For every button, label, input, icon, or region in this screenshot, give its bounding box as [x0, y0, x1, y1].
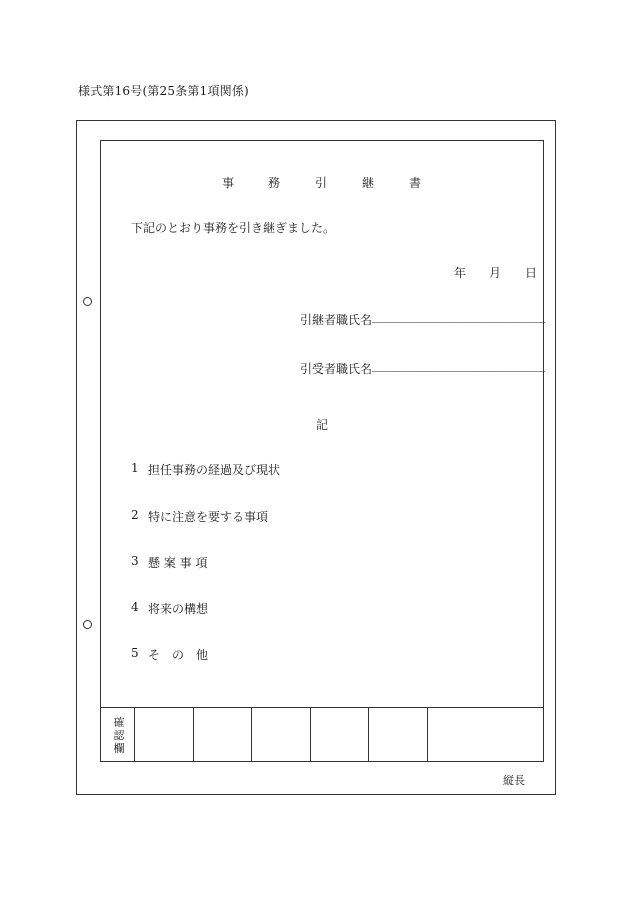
cell-divider [427, 708, 428, 762]
item-number: 2 [131, 508, 139, 522]
title-char-5: 書 [409, 176, 422, 190]
item-text: 将来の構想 [148, 602, 209, 616]
date-year: 年 [454, 266, 467, 280]
title-char-4: 継 [362, 176, 375, 190]
intro-text: 下記のとおり事務を引き継ぎました。 [131, 221, 336, 235]
cell-divider [134, 708, 135, 762]
confirmation-char: 認 [113, 729, 125, 742]
confirmation-char: 欄 [113, 742, 125, 755]
orientation-note: 縦長 [503, 774, 525, 787]
punch-hole-bottom [83, 620, 92, 629]
confirmation-row [100, 707, 544, 762]
title-char-1: 事 [222, 176, 235, 190]
ki-heading: 記 [316, 418, 329, 432]
item-text: 担任事務の経過及び現状 [148, 463, 281, 477]
cell-divider [193, 708, 194, 762]
item-text: そ の 他 [148, 648, 209, 662]
cell-divider [310, 708, 311, 762]
confirmation-label [112, 716, 126, 755]
date-month: 月 [489, 266, 502, 280]
title-char-3: 引 [315, 176, 328, 190]
item-number: 3 [131, 554, 139, 568]
date-day: 日 [525, 266, 538, 280]
item-number: 4 [131, 600, 139, 614]
form-number-label: 様式第16号(第25条第1項関係) [78, 84, 249, 98]
cell-divider [368, 708, 369, 762]
item-number: 5 [131, 646, 139, 660]
cell-divider [251, 708, 252, 762]
punch-hole-top [83, 297, 92, 306]
item-text: 特に注意を要する事項 [148, 510, 269, 524]
transferee-signature-line: ________________________ [372, 358, 546, 372]
title-char-2: 務 [268, 176, 281, 190]
item-number: 1 [131, 461, 139, 475]
transferor-label: 引継者職氏名 [300, 313, 373, 327]
transferee-label: 引受者職氏名 [300, 362, 373, 376]
confirmation-char: 確 [113, 716, 125, 729]
item-text: 懸 案 事 項 [148, 556, 208, 570]
transferor-signature-line: ________________________ [372, 309, 546, 323]
